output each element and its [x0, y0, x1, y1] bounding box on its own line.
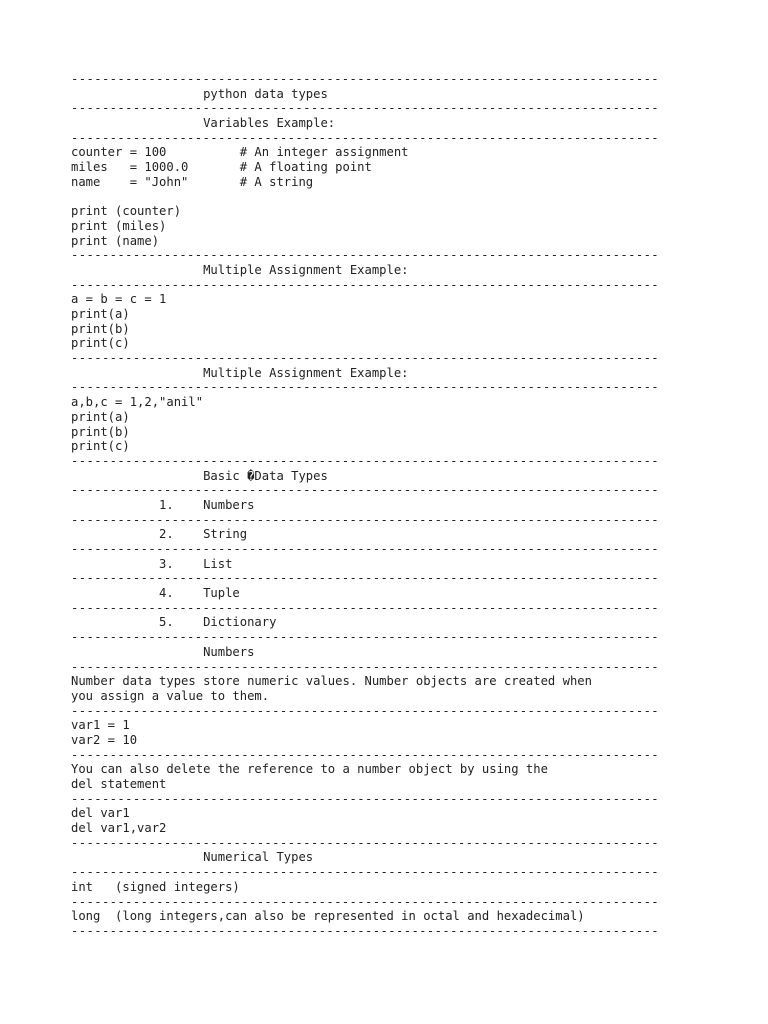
text-line: counter = 100 # An integer assignment	[71, 145, 409, 160]
text-line: print(a)	[71, 409, 130, 424]
separator-line: ----------------------------------------------------------------------------	[71, 865, 660, 880]
separator-line: ----------------------------------------------------------------------------	[71, 512, 660, 527]
text-line: 4. Tuple	[71, 586, 240, 601]
text-line: Variables Example:	[71, 116, 336, 131]
text-line: You can also delete the reference to a number object by using the	[71, 762, 548, 777]
separator-line: ----------------------------------------------------------------------------	[71, 703, 660, 718]
text-line: 5. Dictionary	[71, 615, 277, 630]
text-line: long (long integers,can also be represented in octal and hexadecimal)	[71, 909, 585, 924]
text-line: Number data types store numeric values. Number objects are created when	[71, 674, 592, 689]
text-line: Basic �Data Types	[71, 468, 328, 483]
text-line: print(c)	[71, 439, 130, 454]
separator-line: ----------------------------------------------------------------------------	[71, 277, 660, 292]
separator-line: ----------------------------------------------------------------------------	[71, 483, 660, 498]
separator-line: ----------------------------------------------------------------------------	[71, 101, 660, 116]
text-line: print(c)	[71, 336, 130, 351]
separator-line: ----------------------------------------------------------------------------	[71, 791, 660, 806]
text-line: a,b,c = 1,2,"anil"	[71, 395, 204, 410]
separator-line: ----------------------------------------------------------------------------	[71, 72, 660, 86]
text-line: del var1,var2	[71, 821, 167, 836]
separator-line: ----------------------------------------------------------------------------	[71, 600, 660, 615]
separator-line: ----------------------------------------------------------------------------	[71, 542, 660, 556]
separator-line: ----------------------------------------------------------------------------	[71, 571, 660, 586]
text-line: print (miles)	[71, 218, 167, 233]
separator-line: ----------------------------------------------------------------------------	[71, 630, 660, 645]
text-line: print(b)	[71, 321, 130, 336]
separator-line: ----------------------------------------------------------------------------	[71, 453, 660, 468]
separator-line: ----------------------------------------------------------------------------	[71, 747, 660, 762]
text-line: del statement	[71, 777, 167, 791]
document-body	[71, 72, 659, 939]
text-line: print(b)	[71, 424, 130, 439]
separator-line: ----------------------------------------------------------------------------	[71, 248, 660, 263]
separator-line: ----------------------------------------------------------------------------	[71, 923, 660, 938]
blank-line	[71, 190, 659, 205]
text-line: var2 = 10	[71, 732, 138, 747]
text-line: 1. Numbers	[71, 497, 255, 512]
text-line: name = "John" # A string	[71, 174, 314, 189]
separator-line: ----------------------------------------------------------------------------	[71, 351, 660, 366]
text-line: print (counter)	[71, 204, 182, 219]
text-line: del var1	[71, 806, 130, 821]
text-line: Multiple Assignment Example:	[71, 365, 409, 380]
text-line: print (name)	[71, 233, 160, 248]
text-line: you assign a value to them.	[71, 688, 270, 703]
text-line: a = b = c = 1	[71, 292, 167, 307]
text-line: var1 = 1	[71, 718, 130, 733]
text-line: 3. List	[71, 556, 233, 571]
separator-line: ----------------------------------------------------------------------------	[71, 894, 660, 909]
text-line: 2. String	[71, 527, 248, 542]
text-line: print(a)	[71, 307, 130, 321]
text-line: int (signed integers)	[71, 879, 240, 894]
separator-line: ----------------------------------------------------------------------------	[71, 835, 660, 850]
text-line: Numbers	[71, 644, 255, 659]
separator-line: ----------------------------------------------------------------------------	[71, 380, 660, 395]
text-line: Numerical Types	[71, 850, 314, 865]
text-line: python data types	[71, 86, 328, 101]
text-line: miles = 1000.0 # A floating point	[71, 160, 372, 175]
text-line: Multiple Assignment Example:	[71, 262, 409, 277]
separator-line: ----------------------------------------------------------------------------	[71, 130, 660, 145]
separator-line: ----------------------------------------------------------------------------	[71, 659, 660, 674]
